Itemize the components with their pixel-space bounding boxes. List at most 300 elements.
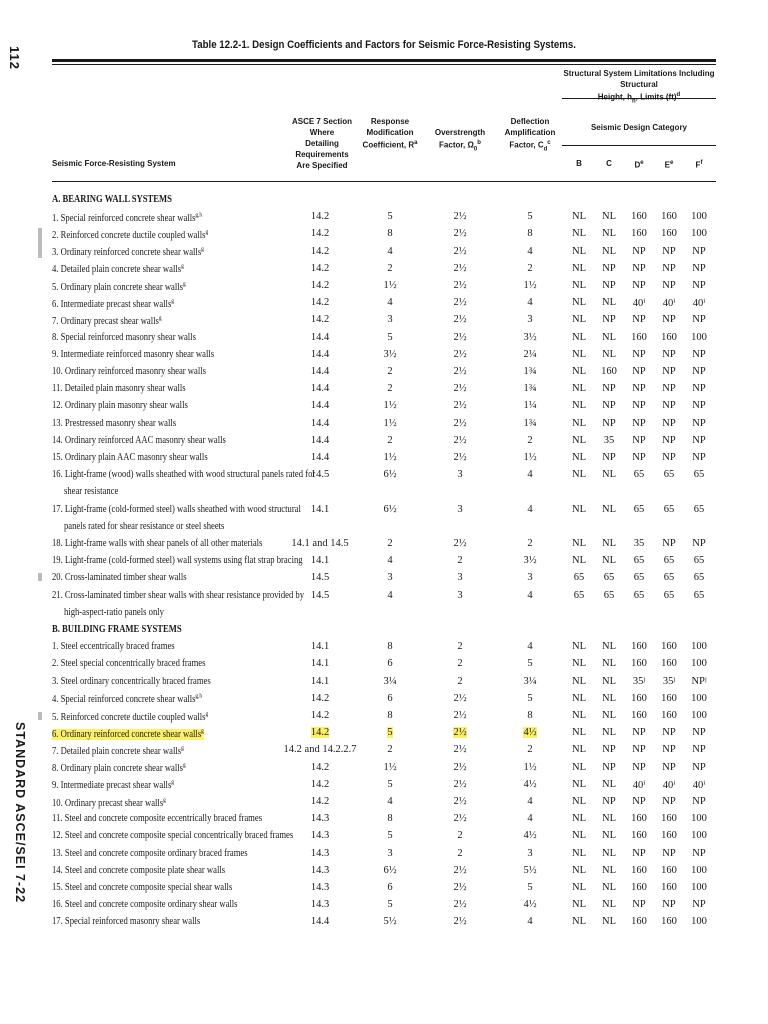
overstrength-value: 2½ xyxy=(453,761,467,773)
limit-sdc-e: 160 xyxy=(661,228,677,240)
overstrength-value: 2½ xyxy=(453,796,467,807)
table-row xyxy=(0,467,768,484)
overstrength-value: 2½ xyxy=(453,228,467,240)
system-name: 12. Ordinary plain masonry shear walls xyxy=(52,400,188,412)
system-name: 13. Steel and concrete composite ordinary braced frames xyxy=(52,847,248,859)
limit-sdc-d: NP xyxy=(632,727,646,739)
system-name: 5. Ordinary plain concrete shear walls$^g$ xyxy=(52,280,186,293)
limit-sdc-f: 65 xyxy=(693,469,705,481)
limit-sdc-e: 160 xyxy=(661,916,677,928)
table-row xyxy=(0,433,768,450)
deflection-amplification-value: 1¾ xyxy=(523,383,537,395)
system-name: 7. Ordinary precast shear walls$^g$ xyxy=(52,314,162,327)
limit-sdc-c: NL xyxy=(602,641,616,653)
limit-sdc-d: 160 xyxy=(631,864,647,876)
detailing-section: 14.3 xyxy=(310,864,330,876)
limit-sdc-b: NL xyxy=(572,813,586,825)
detailing-section: 14.1 xyxy=(310,658,330,670)
limit-sdc-d: NP xyxy=(632,744,646,756)
header-limits: Structural System Limitations Including Structural Height, $h_n$, Limits (ft)$^d$ xyxy=(563,69,715,105)
limit-sdc-f: NP xyxy=(692,366,706,377)
limit-sdc-b: NL xyxy=(572,211,586,223)
overstrength-value: 2½ xyxy=(453,692,467,704)
deflection-amplification-value: 1½ xyxy=(523,280,537,291)
table-row xyxy=(0,570,768,587)
limit-sdc-d: NP xyxy=(632,314,646,326)
footnote-ref: g,h xyxy=(195,211,203,219)
limit-sdc-f: NP xyxy=(692,400,706,412)
response-modification-value: 3 xyxy=(387,314,393,326)
response-modification-value: 5 xyxy=(387,211,393,223)
table-row xyxy=(0,863,768,880)
limit-sdc-c: NL xyxy=(602,830,616,842)
limit-sdc-f: 100 xyxy=(691,641,707,653)
deflection-amplification-value: 1¼ xyxy=(523,400,537,412)
table-row xyxy=(0,708,768,725)
table-row xyxy=(0,278,768,295)
response-modification-value: 4 xyxy=(387,589,393,601)
limit-sdc-f: NP xyxy=(692,761,706,773)
limit-sdc-f: NP xyxy=(692,899,706,911)
response-modification-value: 5 xyxy=(387,331,393,343)
limit-sdc-d: 35ʲ xyxy=(632,675,646,687)
response-modification-value: 4 xyxy=(387,796,393,807)
system-name-continuation: high-aspect-ratio panels only xyxy=(64,606,164,618)
response-modification-value: 8 xyxy=(387,641,393,653)
overstrength-value: 2½ xyxy=(453,813,467,825)
limit-sdc-e: NP xyxy=(662,761,676,773)
overstrength-value: 2½ xyxy=(453,297,467,309)
detailing-section: 14.1 and 14.5 xyxy=(291,538,349,549)
overstrength-value: 3 xyxy=(457,469,463,481)
limit-sdc-e: NP xyxy=(662,744,676,756)
limit-sdc-e: 160 xyxy=(661,830,677,842)
limit-sdc-e: NP xyxy=(662,796,676,807)
limit-sdc-d: NP xyxy=(632,400,646,412)
header-bottom-rule xyxy=(52,181,716,182)
table-row xyxy=(0,416,768,433)
limit-sdc-e: 160 xyxy=(661,211,677,223)
response-modification-value: 8 xyxy=(387,228,393,240)
detailing-section: 14.4 xyxy=(310,434,330,446)
detailing-section: 14.1 xyxy=(310,675,330,687)
deflection-amplification-value: 5 xyxy=(527,211,533,223)
limit-sdc-c: NL xyxy=(602,538,616,549)
response-modification-value: 4 xyxy=(387,245,393,257)
overstrength-value: 2½ xyxy=(453,899,467,911)
detailing-section: 14.2 xyxy=(310,710,330,721)
response-modification-value: 4 xyxy=(387,555,393,567)
detailing-section: 14.5 xyxy=(310,589,330,601)
system-name: 18. Light-frame walls with shear panels of all other materials xyxy=(52,538,263,549)
table-title: Table 12.2-1. Design Coefficients and Factors for Seismic Force-Resisting Systems. xyxy=(192,39,576,51)
limit-sdc-b: NL xyxy=(572,864,586,876)
limit-sdc-f: 40ⁱ xyxy=(692,298,706,310)
system-name: 1. Steel eccentrically braced frames xyxy=(52,641,175,653)
limit-sdc-e: NP xyxy=(662,434,676,446)
limit-sdc-e: NP xyxy=(662,262,676,274)
limit-sdc-e: 160 xyxy=(661,641,677,653)
limit-sdc-e: 65 xyxy=(663,572,675,584)
limit-sdc-d: NP xyxy=(632,262,646,274)
limit-sdc-f: NP xyxy=(692,280,706,291)
overstrength-value: 2½ xyxy=(453,280,467,291)
limit-sdc-c: NL xyxy=(602,469,616,481)
response-modification-value: 8 xyxy=(387,710,393,721)
header-category-f: $F^f$ xyxy=(695,160,703,170)
system-name: 13. Prestressed masonry shear walls xyxy=(52,417,177,429)
limit-sdc-f: NP xyxy=(692,727,706,739)
limit-sdc-d: NP xyxy=(632,847,646,859)
section-heading xyxy=(0,622,768,639)
limit-sdc-e: 160 xyxy=(661,331,677,343)
response-modification-value: 3 xyxy=(387,847,393,859)
detailing-section: 14.3 xyxy=(310,830,330,842)
limit-sdc-c: NL xyxy=(602,899,616,911)
limit-sdc-c: 65 xyxy=(603,589,615,601)
limit-sdc-d: NP xyxy=(632,366,646,377)
detailing-section: 14.2 xyxy=(310,245,330,257)
system-name-continuation: panels rated for shear resistance or steel sheets xyxy=(64,520,225,532)
header-deflection-amplification: Deflection Amplification Factor, $C_d^c$ xyxy=(504,117,556,153)
limit-sdc-e: NP xyxy=(662,400,676,412)
limit-sdc-d: 160 xyxy=(631,641,647,653)
limit-sdc-c: NP xyxy=(602,400,616,412)
deflection-amplification-value: 5 xyxy=(527,658,533,670)
limit-sdc-e: 65 xyxy=(663,589,675,601)
table-row xyxy=(0,381,768,398)
footnote-ref: g,h xyxy=(195,692,203,700)
limit-sdc-d: 65 xyxy=(633,555,645,567)
limit-sdc-e: NP xyxy=(662,280,676,291)
limit-sdc-f: NP xyxy=(692,245,706,257)
limit-sdc-d: NP xyxy=(632,417,646,429)
footnote-ref: g xyxy=(163,796,166,803)
system-name: 16. Light-frame (wood) walls sheathed with wood structural panels rated for xyxy=(52,469,316,481)
detailing-section: 14.4 xyxy=(310,417,330,429)
detailing-section: 14.2 xyxy=(310,761,330,773)
limit-sdc-b: NL xyxy=(572,761,586,773)
detailing-section: 14.4 xyxy=(310,348,330,360)
system-name: 6. Ordinary reinforced concrete shear walls$^g$ xyxy=(52,727,204,740)
response-modification-value: 6 xyxy=(387,692,393,704)
limit-sdc-d: 65 xyxy=(633,572,645,584)
system-name: 9. Intermediate precast shear walls$^g$ xyxy=(52,778,174,792)
response-modification-value: 2 xyxy=(387,262,393,274)
deflection-amplification-value: 4 xyxy=(527,641,533,653)
system-name: 17. Light-frame (cold-formed steel) walls sheathed with wood structural xyxy=(52,503,301,515)
limit-sdc-b: NL xyxy=(572,641,586,653)
deflection-amplification-value: 3 xyxy=(527,847,533,859)
table-row xyxy=(0,725,768,742)
header-category-b: B xyxy=(576,159,582,168)
response-modification-value: 3 xyxy=(387,572,393,584)
table-row xyxy=(0,261,768,278)
table-row-continuation xyxy=(0,519,768,536)
deflection-amplification-value: 2 xyxy=(527,434,533,446)
header-overstrength: Overstrength Factor, $\Omega_0^b$ xyxy=(434,128,486,153)
header-seismic-design-category: Seismic Design Category xyxy=(590,123,688,132)
deflection-amplification-value: 4½ xyxy=(523,778,537,790)
limit-sdc-e: 65 xyxy=(663,555,675,567)
limit-sdc-f: 65 xyxy=(693,572,705,584)
limit-sdc-e: NP xyxy=(662,727,676,739)
limit-sdc-d: NP xyxy=(632,452,646,463)
limit-sdc-b: NL xyxy=(572,916,586,928)
limit-sdc-c: NL xyxy=(602,503,616,515)
system-name: 16. Steel and concrete composite ordinary shear walls xyxy=(52,899,238,911)
limit-sdc-f: NP xyxy=(692,314,706,326)
table-row xyxy=(0,760,768,777)
header-category-c: C xyxy=(606,159,612,168)
detailing-section: 14.2 xyxy=(310,778,330,790)
limit-sdc-c: NL xyxy=(602,675,616,687)
footnote-ref: g xyxy=(201,727,204,735)
header-response-modification: Response Modification Coefficient, $R^a$ xyxy=(362,117,418,150)
detailing-section: 14.3 xyxy=(310,899,330,911)
response-modification-value: 5½ xyxy=(383,916,397,928)
limit-sdc-b: NL xyxy=(572,331,586,343)
limit-sdc-e: 65 xyxy=(663,469,675,481)
limit-sdc-e: 40ⁱ xyxy=(662,779,676,791)
table-row xyxy=(0,347,768,364)
table-row xyxy=(0,777,768,794)
deflection-amplification-value: 2¼ xyxy=(523,348,537,360)
detailing-section: 14.2 xyxy=(310,727,330,739)
overstrength-value: 2 xyxy=(457,830,463,842)
detailing-section: 14.1 xyxy=(310,555,330,567)
detailing-section: 14.4 xyxy=(310,383,330,395)
footnote-ref: g xyxy=(181,744,184,752)
table-row-continuation xyxy=(0,484,768,501)
deflection-amplification-value: 4 xyxy=(527,503,533,515)
limit-sdc-b: NL xyxy=(572,434,586,446)
limit-sdc-b: NL xyxy=(572,503,586,515)
table-row xyxy=(0,450,768,467)
limit-sdc-d: NP xyxy=(632,348,646,360)
table-row xyxy=(0,674,768,691)
system-name: 8. Special reinforced masonry shear walls xyxy=(52,331,196,343)
limit-sdc-c: NL xyxy=(602,710,616,721)
system-name: 14. Ordinary reinforced AAC masonry shear walls xyxy=(52,434,226,446)
limit-sdc-d: NP xyxy=(632,434,646,446)
response-modification-value: 5 xyxy=(387,727,393,739)
table-row xyxy=(0,656,768,673)
limit-sdc-e: 160 xyxy=(661,710,677,721)
table-row xyxy=(0,226,768,243)
system-name: 2. Steel special concentrically braced frames xyxy=(52,658,206,670)
limit-sdc-b: NL xyxy=(572,297,586,309)
limit-sdc-e: NP xyxy=(662,899,676,911)
system-name: 5. Reinforced concrete ductile coupled walls$^g$ xyxy=(52,710,209,723)
limit-sdc-b: NL xyxy=(572,727,586,739)
limit-sdc-c: NL xyxy=(602,331,616,343)
limit-sdc-d: 160 xyxy=(631,228,647,240)
detailing-section: 14.2 xyxy=(310,280,330,291)
deflection-amplification-value: 4 xyxy=(527,297,533,309)
limit-sdc-d: 160 xyxy=(631,658,647,670)
limit-sdc-f: 100 xyxy=(691,331,707,343)
section-title: B. BUILDING FRAME SYSTEMS xyxy=(52,624,182,635)
limit-sdc-b: NL xyxy=(572,692,586,704)
limit-sdc-c: NP xyxy=(602,452,616,463)
detailing-section: 14.2 xyxy=(310,228,330,240)
limit-sdc-d: NP xyxy=(632,899,646,911)
deflection-amplification-value: 1¾ xyxy=(523,417,537,429)
overstrength-value: 2½ xyxy=(453,916,467,928)
detailing-section: 14.4 xyxy=(310,452,330,463)
deflection-amplification-value: 3 xyxy=(527,572,533,584)
overstrength-value: 2 xyxy=(457,675,463,687)
limit-sdc-b: NL xyxy=(572,744,586,756)
deflection-amplification-value: 3½ xyxy=(523,331,537,343)
limit-sdc-f: 100 xyxy=(691,692,707,704)
deflection-amplification-value: 4½ xyxy=(523,830,537,842)
limit-sdc-c: NL xyxy=(602,245,616,257)
system-name: 10. Ordinary reinforced masonry shear walls xyxy=(52,366,206,377)
limit-sdc-f: 100 xyxy=(691,658,707,670)
limit-sdc-e: NP xyxy=(662,538,676,549)
system-name: 7. Detailed plain concrete shear walls$^g$ xyxy=(52,744,184,757)
system-name: 4. Detailed plain concrete shear walls$^g$ xyxy=(52,262,184,276)
limit-sdc-d: 160 xyxy=(631,882,647,893)
page-number: 112 xyxy=(7,46,22,70)
limit-sdc-f: NP xyxy=(692,262,706,274)
limit-sdc-c: NL xyxy=(602,348,616,360)
limit-sdc-f: NPʲ xyxy=(691,675,707,687)
deflection-amplification-value: 1¾ xyxy=(523,366,537,377)
table-row xyxy=(0,914,768,931)
limit-sdc-e: NP xyxy=(662,366,676,377)
limit-sdc-e: 160 xyxy=(661,813,677,825)
detailing-section: 14.3 xyxy=(310,813,330,825)
limit-sdc-d: 160 xyxy=(631,830,647,842)
table-row xyxy=(0,330,768,347)
limit-sdc-c: NP xyxy=(602,744,616,756)
deflection-amplification-value: 1½ xyxy=(523,761,537,773)
limit-sdc-f: 65 xyxy=(693,503,705,515)
limit-sdc-e: 160 xyxy=(661,864,677,876)
deflection-amplification-value: 1½ xyxy=(523,452,537,463)
table-row xyxy=(0,312,768,329)
limit-sdc-e: 160 xyxy=(661,692,677,704)
detailing-section: 14.2 xyxy=(310,796,330,807)
system-name: 1. Special reinforced concrete shear walls$^{g,h}$ xyxy=(52,211,203,224)
deflection-amplification-value: 5 xyxy=(527,882,533,893)
header-category-d: De xyxy=(634,160,644,170)
limit-sdc-b: NL xyxy=(572,366,586,377)
limit-sdc-d: 35 xyxy=(633,538,645,549)
deflection-amplification-value: 5½ xyxy=(523,864,537,876)
system-name: 12. Steel and concrete composite special concentrically braced frames xyxy=(52,830,294,842)
limit-sdc-e: 35ʲ xyxy=(662,675,676,687)
detailing-section: 14.1 xyxy=(310,641,330,653)
limit-sdc-d: 160 xyxy=(631,211,647,223)
table-row xyxy=(0,811,768,828)
deflection-amplification-value: 4 xyxy=(527,589,533,601)
limit-sdc-d: 65 xyxy=(633,589,645,601)
limit-sdc-f: NP xyxy=(692,847,706,859)
limit-sdc-e: NP xyxy=(662,314,676,326)
deflection-amplification-value: 2 xyxy=(527,538,533,549)
limit-sdc-c: NP xyxy=(602,262,616,274)
table-row xyxy=(0,794,768,811)
system-name: 17. Special reinforced masonry shear walls xyxy=(52,916,201,928)
table-row xyxy=(0,244,768,261)
limit-sdc-c: NL xyxy=(602,916,616,928)
response-modification-value: 1½ xyxy=(383,761,397,773)
deflection-amplification-value: 4 xyxy=(527,469,533,481)
limit-sdc-f: 100 xyxy=(691,228,707,240)
limit-sdc-b: NL xyxy=(572,847,586,859)
table-row xyxy=(0,502,768,519)
detailing-section: 14.2 xyxy=(310,211,330,223)
limit-sdc-f: NP xyxy=(692,383,706,395)
limit-sdc-d: 40ⁱ xyxy=(632,298,646,310)
response-modification-value: 2 xyxy=(387,383,393,395)
limit-sdc-f: 100 xyxy=(691,916,707,928)
limit-sdc-c: NP xyxy=(602,417,616,429)
footnote-ref: g xyxy=(205,710,209,717)
overstrength-value: 2 xyxy=(457,847,463,859)
limit-sdc-e: NP xyxy=(662,417,676,429)
deflection-amplification-value: 3½ xyxy=(523,555,537,567)
footnote-ref: g xyxy=(158,314,162,322)
footnote-ref: g xyxy=(205,228,209,236)
limit-sdc-c: NP xyxy=(602,383,616,395)
system-name: 10. Ordinary precast shear walls$^g$ xyxy=(52,796,166,809)
overstrength-value: 2½ xyxy=(453,882,467,893)
table-row xyxy=(0,209,768,226)
limit-sdc-d: 160 xyxy=(631,813,647,825)
limit-sdc-b: NL xyxy=(572,400,586,412)
overstrength-value: 2½ xyxy=(453,314,467,326)
limit-sdc-f: 100 xyxy=(691,830,707,842)
response-modification-value: 6½ xyxy=(383,864,397,876)
limit-sdc-b: NL xyxy=(572,658,586,670)
limit-sdc-e: NP xyxy=(662,383,676,395)
limit-sdc-d: NP xyxy=(632,761,646,773)
limit-sdc-c: NL xyxy=(602,658,616,670)
response-modification-value: 3¼ xyxy=(383,675,397,687)
response-modification-value: 6 xyxy=(387,658,393,670)
limit-sdc-c: NP xyxy=(602,796,616,807)
limit-sdc-b: NL xyxy=(572,469,586,481)
detailing-section: 14.5 xyxy=(310,469,330,481)
table-row xyxy=(0,880,768,897)
limit-sdc-f: 40ⁱ xyxy=(692,779,706,791)
limit-sdc-b: NL xyxy=(572,348,586,360)
limit-sdc-b: NL xyxy=(572,314,586,326)
limit-sdc-f: NP xyxy=(692,417,706,429)
limit-sdc-e: 40ⁱ xyxy=(662,298,676,310)
limit-sdc-c: 160 xyxy=(601,366,617,377)
limit-sdc-e: NP xyxy=(662,245,676,257)
detailing-section: 14.3 xyxy=(310,847,330,859)
system-name: 4. Special reinforced concrete shear walls$^{g,h}$ xyxy=(52,692,203,706)
limit-sdc-b: NL xyxy=(572,383,586,395)
overstrength-value: 2 xyxy=(457,641,463,653)
system-name: 19. Light-frame (cold-formed steel) wall systems using flat strap bracing xyxy=(52,555,303,567)
deflection-amplification-value: 4 xyxy=(527,796,533,807)
limit-sdc-d: NP xyxy=(632,280,646,291)
sdc-header-rule xyxy=(562,145,716,146)
response-modification-value: 5 xyxy=(387,830,393,842)
detailing-section: 14.5 xyxy=(310,572,330,584)
table-row xyxy=(0,398,768,415)
limit-sdc-c: NL xyxy=(602,847,616,859)
limit-sdc-e: 160 xyxy=(661,882,677,893)
